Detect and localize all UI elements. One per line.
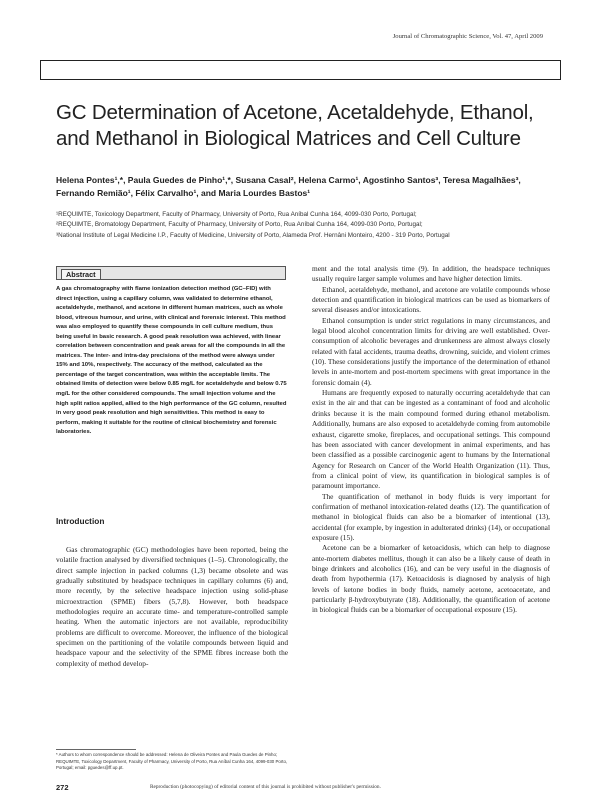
right-column-paragraph: Humans are frequently exposed to naturally occurring acetaldehyde that can exist in the air and that can be ingested as a contaminant of food and alcoholic drinks because it is the main compound formed during ethanol metabolism. Additionally, humans are also exposed to acetaldehyde coming from automobile exhaust, cigarette smoke, fireplaces, and occupational settings. This compound has been associated with cancer development in animal experiments, and has been classified as a possible carcinogenic agent to humans by the International Agency for Research on Cancer of the World Health Organization (11). Thus, from a clinical point of view, its quantification in biological samples is of paramount importance.	[312, 388, 550, 491]
introduction-paragraph: Gas chromatographic (GC) methodologies have been reported, being the volatile fraction analysed by diversified techniques (1–5). Chronologically, the direct sample injection in packed columns (1,3) became obsolete and was gradually substituted by headspace techniques in capillary columns (6) and, more recently, by the selective headspace injection using solid-phase microextraction (SPME) fibers (5,7,8). However, both headspace methodologies require an accurate time- and temperature-controlled sample heating. When the automatic injectors are not available, reproducibility problems are difficult to overcome. Moreover, the influence of the biological specimen on the partitioning of the volatile compounds between liquid and headspace vapour and the selectivity of the SPME fibres increase both the complexity of method develop-	[56, 545, 288, 668]
correspondence-footnote: * Authors to whom correspondence should be addressed: Helena de Oliveira Pontes and Paula Guedes de Pinho; REQUIMTE, Toxicology Department, Faculty of Pharmacy, University of Porto, Rua Aníbal Cunha 164, 4099-030 Porto, Portugal; email: pguedes@ff.up.pt.	[56, 752, 288, 771]
right-column-paragraph: Ethanol consumption is under strict regulations in many circumstances, and legal blood alcohol concentration limits for driving are well established. Over-consumption of alcoholic beverages and drunkenness are almost always closely related with fatal accidents, trauma deaths, drowning, suicide, and violent crimes (10). These considerations justify the importance of the determination of ethanol levels in ante-mortem and post-mortem specimens with great importance in the forensic domain (4).	[312, 315, 550, 387]
affiliation-1: ¹REQUIMTE, Toxicology Department, Faculty of Pharmacy, University of Porto, Rua Aníbal Cunha 164, 4099-030 Porto, Portugal;	[56, 211, 417, 218]
introduction-body	[56, 545, 288, 669]
abstract-label: Abstract	[61, 269, 101, 280]
page-number: 272	[56, 783, 69, 792]
affiliation-3: ³National Institute of Legal Medicine I.P., Faculty of Medicine, University of Porto, Alameda Prof. Hernâni Monteiro, 4200 - 319 Porto, Portugal	[56, 231, 450, 239]
right-column-paragraph: Ethanol, acetaldehyde, methanol, and acetone are volatile compounds whose detection and quantification in biological matrices can be used as biomarkers of several diseases and/or intoxications.	[312, 284, 550, 315]
affiliation-2: ²REQUIMTE, Bromatology Department, Faculty of Pharmacy, University of Porto, Rua Aníbal Cunha 164, 4099-030 Porto, Portugal;	[56, 221, 423, 229]
right-column-continuation: ment and the total analysis time (9). In addition, the headspace techniques usually require larger sample volumes and have higher detection limits.	[312, 264, 550, 284]
abstract-header-bar	[56, 266, 286, 280]
reproduction-notice: Reproduction (photocopying) of editorial content of this journal is prohibited without publisher's permission.	[150, 784, 381, 790]
journal-header: Journal of Chromatographic Science, Vol. 47, April 2009	[392, 33, 543, 40]
introduction-heading: Introduction	[56, 516, 105, 526]
affiliations	[56, 210, 546, 241]
author-list: Helena Pontes¹,*, Paula Guedes de Pinho¹,*, Susana Casal², Helena Carmo¹, Agostinho Santos³, Teresa Magalhães³, Fernando Remião¹, Félix Carvalho¹, and Maria Lourdes Bastos¹	[56, 175, 521, 198]
right-column-body	[312, 264, 550, 616]
abstract-text: A gas chromatography with flame ionization detection method (GC–FID) with direct injection, using a capillary column, was validated to determine ethanol, acetaldehyde, methanol, and acetone in different human matrices, such as whole blood, vitreous humour, and urine, with clinical and forensic interest. This method was also employed to quantify these compounds in cell culture medium, thus being useful in basic research. A good peak resolution was achieved, with linear correlation between concentration and peak areas for all the compounds in all the matrices. The inter- and intra-day precisions of the method were always under 15% and 10%, respectively. The accuracy of the method, calculated as the percentage of the target concentration, was within the acceptable limits. The obtained limits of detection were below 0.85 mg/L for acetaldehyde and below 0.75 mg/L for the other considered compounds. The small injection volume and the high split ratios applied, allied to the high performance of the GC column, resulted in very good peak resolution and high sensitivities. This method is easy to perform, making it suitable for the routine of clinical biochemistry and forensic laboratories.	[56, 286, 287, 436]
article-title: GC Determination of Acetone, Acetaldehyde, Ethanol, and Methanol in Biological Matrices and Cell Culture	[56, 101, 534, 150]
right-column-paragraph: The quantification of methanol in body fluids is very important for confirmation of methanol intoxication-related deaths (12). The quantification of methanol in biological fluids can also be a biomarker of intentional (13), accidental (for example, by ingestion in adulterated drinks) (14), or occupational exposure (15).	[312, 491, 550, 542]
footnote-divider	[56, 749, 136, 750]
right-column-paragraph: Acetone can be a biomarker of ketoacidosis, which can help to diagnose ante-mortem diabetes mellitus, though it can also be a likely cause of death in binge drinkers and alcoholics (16), and can be very useful in the diagnosis of death from hypothermia (17). Ketoacidosis is diagnosed by analysis of high levels of ketone bodies in body fluids, namely acetone, acetoacetate, and particularly β-hydroxybutyrate (18). Additionally, the quantification of acetone in biological fluids can be a biomarker of occupational exposure (15).	[312, 543, 550, 615]
title-frame	[40, 60, 561, 80]
